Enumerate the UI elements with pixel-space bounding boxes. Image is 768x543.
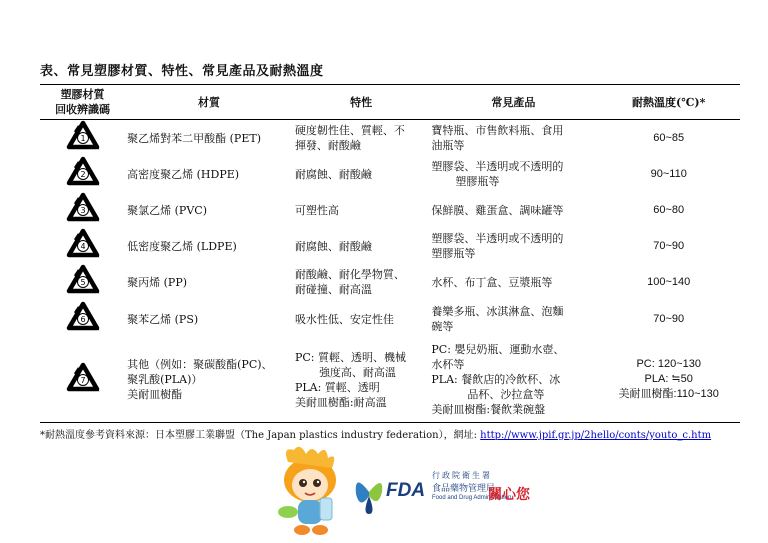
fda-wordmark: FDA (386, 480, 426, 501)
material-cell: 聚氯乙烯 (PVC) (127, 203, 207, 217)
recycle-symbol-cell (40, 120, 125, 157)
fda-logo (352, 462, 537, 522)
temperature-cell: 60~85 (653, 131, 685, 144)
products-line: PLA: 餐飲店的冷飲杯、冰 (431, 373, 561, 387)
table-row (40, 338, 740, 422)
products-line: 碗等 (431, 320, 454, 333)
material-cell: 低密度聚乙烯 (LDPE) (127, 239, 237, 253)
material-line: 其他（例如：聚碳酸酯(PC)、 (127, 358, 273, 372)
products-line: 養樂多瓶、冰淇淋盒、泡麵 (431, 305, 564, 318)
svg-text:4: 4 (80, 242, 86, 251)
recycle-1-icon (66, 120, 100, 152)
svg-text:2: 2 (80, 170, 86, 179)
products-line: 寶特瓶、市售飲料瓶、食用 (431, 124, 564, 137)
header-property: 特性 (293, 85, 429, 120)
property-line: 耐碰撞、耐高溫 (294, 283, 372, 296)
mascot-illustration (270, 440, 350, 540)
header-recycle-code-l2: 回收辨識碼 (55, 103, 111, 116)
temperature-cell (597, 338, 740, 422)
recycle-2-icon (66, 156, 100, 188)
products-cell (429, 156, 597, 192)
products-line: 塑膠瓶等 (431, 247, 476, 260)
recycle-5-icon (66, 264, 100, 296)
property-cell (293, 120, 429, 157)
header-material: 材質 (125, 85, 293, 120)
products-line: 塑膠袋、半透明或不透明的 (431, 160, 564, 173)
header-temperature: 耐熱溫度(℃)* (597, 85, 740, 120)
recycle-symbol-cell (40, 264, 125, 300)
products-line: 美耐皿樹酯:餐飲業碗盤 (431, 403, 546, 417)
recycle-3-icon (66, 192, 100, 224)
table-row (40, 228, 740, 264)
plastic-table (40, 84, 740, 423)
property-cell (293, 338, 429, 422)
property-line: 美耐皿樹酯:耐高溫 (294, 395, 387, 409)
temperature-cell: 90~110 (650, 167, 687, 180)
recycle-symbol-cell (40, 228, 125, 264)
table-header-row (40, 85, 740, 120)
property-line: 硬度韌性佳、質輕、不 (294, 124, 405, 137)
property-line: 揮發、耐酸鹼 (294, 139, 361, 152)
products-cell: 保鮮膜、雞蛋盒、調味罐等 (431, 203, 564, 217)
fda-org-english: Food and Drug Administration (432, 495, 512, 501)
property-line: 耐酸鹼、耐化學物質、 (294, 268, 405, 281)
material-line: 聚乳酸(PLA)） (127, 373, 203, 387)
products-line: PC: 嬰兒奶瓶、運動水壺、 (431, 343, 565, 357)
svg-text:5: 5 (80, 278, 86, 287)
svg-text:1: 1 (80, 134, 86, 143)
products-cell (429, 300, 597, 338)
svg-text:7: 7 (80, 375, 86, 385)
products-cell: 水杯、布丁盒、豆漿瓶等 (431, 275, 553, 289)
recycle-symbol-cell (40, 156, 125, 192)
header-recycle-code (40, 85, 125, 120)
property-cell (293, 264, 429, 300)
property-cell: 耐腐蝕、耐酸鹼 (294, 239, 372, 253)
products-cell (429, 338, 597, 422)
recycle-symbol-cell (40, 338, 125, 422)
svg-text:6: 6 (80, 315, 86, 324)
recycle-4-icon (66, 228, 100, 260)
material-cell (125, 338, 293, 422)
table-row (40, 192, 740, 228)
products-cell (429, 120, 597, 157)
source-link[interactable]: http://www.jpif.gr.jp/2hello/conts/youto_c.htm (480, 430, 712, 441)
material-cell: 高密度聚乙烯 (HDPE) (127, 167, 240, 181)
header-products: 常見產品 (429, 85, 597, 120)
table-row (40, 156, 740, 192)
material-cell: 聚丙烯 (PP) (127, 275, 188, 289)
butterfly-icon (352, 470, 386, 516)
property-line: PC: 質輕、透明、機械 (294, 350, 406, 364)
fda-slogan: 關心您 (488, 486, 530, 502)
fda-org-line1: 行政院衛生署 (432, 471, 492, 480)
footnote-text: *耐熱溫度參考資料來源：日本塑膠工業聯盟（The Japan plastics industry federation），網址: (40, 430, 481, 441)
temperature-cell: 70~90 (653, 239, 685, 252)
header-recycle-code-l1: 塑膠材質 (60, 88, 105, 101)
material-cell: 聚苯乙烯 (PS) (127, 312, 199, 326)
svg-text:3: 3 (80, 206, 86, 215)
temperature-cell: 70~90 (653, 312, 685, 325)
temperature-line: 美耐皿樹酯:110~130 (618, 388, 719, 401)
footnote (40, 426, 711, 441)
property-line: PLA: 質輕、透明 (294, 380, 380, 394)
property-line: 強度高、耐高溫 (318, 365, 396, 379)
recycle-symbol-cell (40, 192, 125, 228)
products-cell (429, 228, 597, 264)
fda-org-line2: 食品藥物管理局 (432, 483, 496, 493)
products-line: 水杯等 (431, 358, 465, 372)
property-cell: 耐腐蝕、耐酸鹼 (294, 167, 372, 181)
temperature-cell: 60~80 (653, 203, 685, 216)
table-row (40, 300, 740, 338)
material-cell: 聚乙烯對苯二甲酸酯 (PET) (127, 131, 261, 145)
page-title: 表、常見塑膠材質、特性、常見產品及耐熱溫度 (40, 64, 324, 79)
recycle-7-icon (66, 362, 100, 394)
recycle-6-icon (66, 301, 100, 333)
products-line: 塑膠瓶等 (455, 175, 500, 188)
products-line: 油瓶等 (431, 139, 465, 152)
temperature-line: PC: 120~130 (636, 358, 701, 371)
material-line: 美耐皿樹酯 (127, 388, 183, 402)
table-row (40, 264, 740, 300)
temperature-cell: 100~140 (647, 275, 691, 288)
products-line: 品杯、沙拉盒等 (467, 388, 545, 402)
property-cell: 吸水性低、安定性佳 (294, 312, 394, 326)
products-line: 塑膠袋、半透明或不透明的 (431, 232, 564, 245)
table-row (40, 120, 740, 157)
property-cell: 可塑性高 (294, 203, 339, 217)
temperature-line: PLA: ≒50 (644, 373, 693, 386)
recycle-symbol-cell (40, 300, 125, 338)
